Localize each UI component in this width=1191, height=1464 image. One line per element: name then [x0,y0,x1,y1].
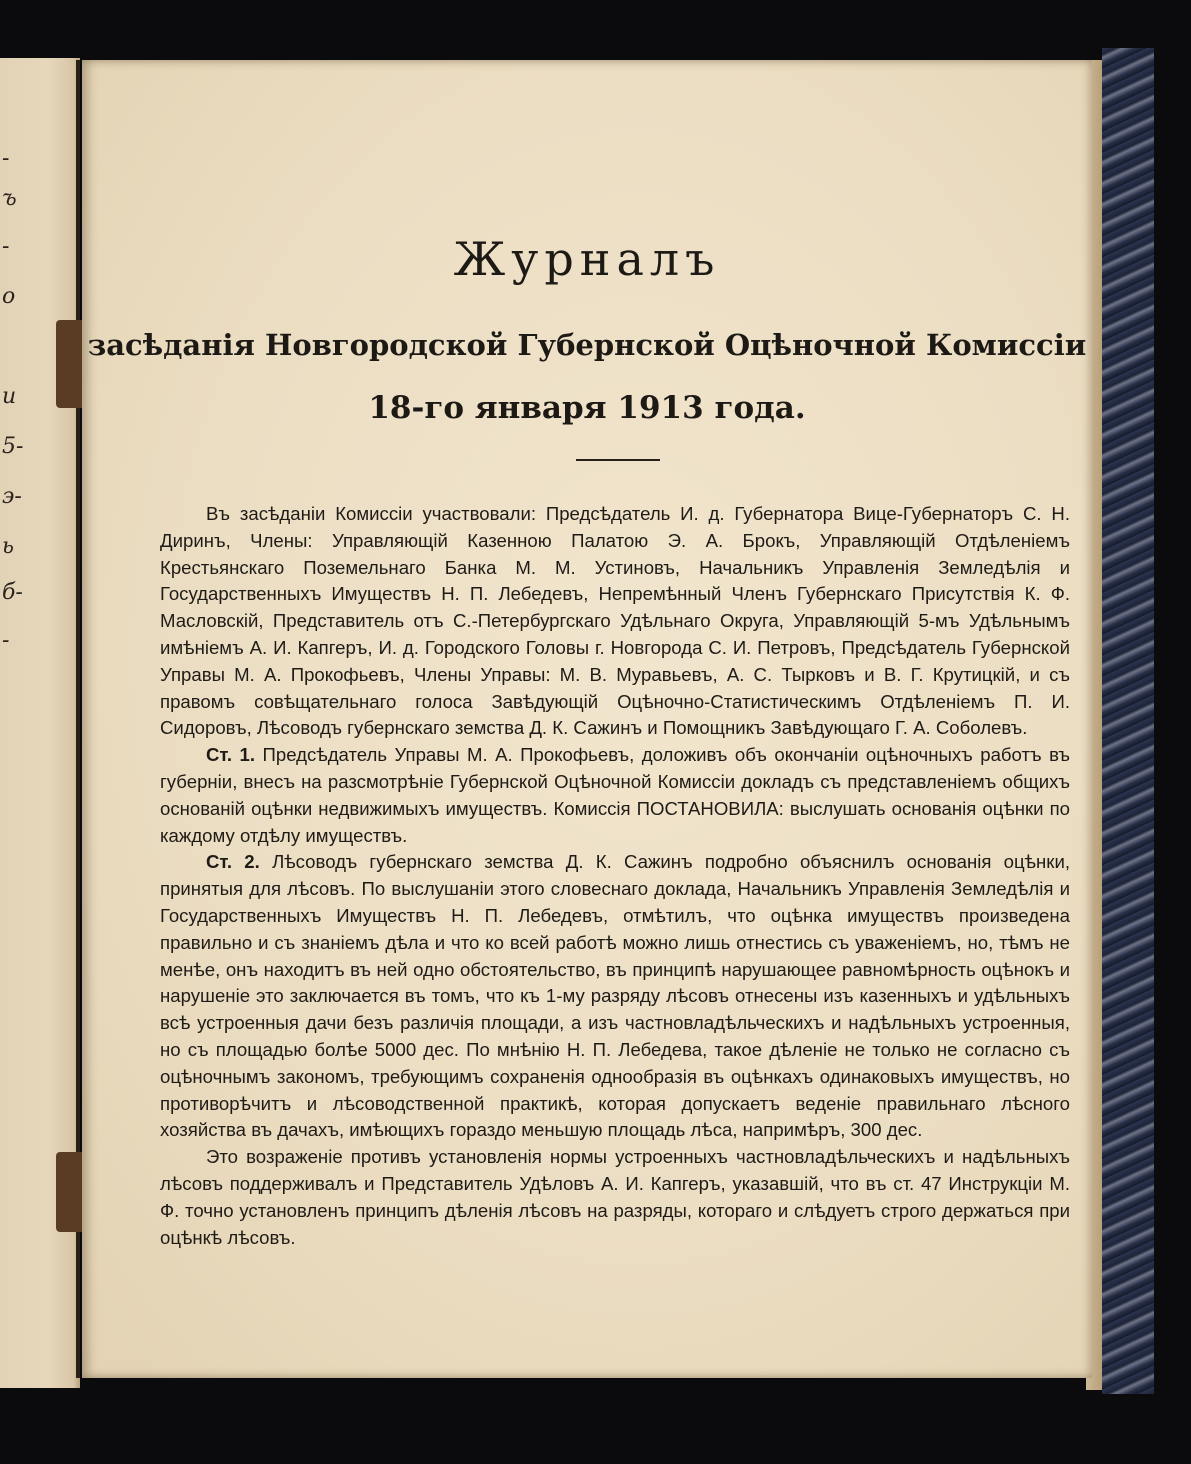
paragraph-article-2 [160,849,1070,1144]
paragraph-text: Предсѣдатель Управы М. А. Прокофьевъ, доложивъ объ окончаніи оцѣночныхъ работъ въ губерніи, внесъ на разсмотрѣніе Губернской Оцѣночной Комиссіи докладъ съ представленіемъ общихъ основаній оцѣнки недвижимыхъ имуществъ. Комиссія ПОСТАНОВИЛА: выслушать основанія оцѣнки по каждому отдѣлу имуществъ. [160,744,1070,846]
page-title: Журналъ [453,232,721,286]
facing-page-text-fragment: ь [2,534,14,559]
page-subtitle: засѣданія Новгородской Губернской Оцѣночной Комиссіи [87,328,1087,362]
paragraph-text: Въ засѣданіи Комиссіи участвовали: Предсѣдатель И. д. Губернатора Вице-Губернаторъ С. Н. Диринъ, Члены: Управляющій Казенною Палатою Э. А. Брокъ, Управляющій Отдѣленіемъ Крестьянскаго Поземельнаго Банка М. М. Устиновъ, Начальникъ Управленія Земледѣлія и Государственныхъ Имуществъ Н. П. Лебедевъ, Непремѣнный Членъ Губернскаго Присутствія К. Ф. Масловскій, Представитель отъ С.-Петербургскаго Удѣльнаго Округа, Управляющій 5-мъ Удѣльнымъ имѣніемъ А. И. Капгеръ, И. д. Городского Головы г. Новгорода С. И. Петровъ, Предсѣдатель Губернской Управы М. А. Прокофьевъ, Члены Управы: М. В. Муравьевъ, А. С. Тырковъ и В. Г. Крутицкій, и съ правомъ совѣщательнаго голоса Завѣдующій Оцѣночно-Статистическимъ Отдѣленіемъ П. И. Сидоровъ, Лѣсоводъ губернскаго земства Д. К. Сажинъ и Помощникъ Завѣдующаго Г. А. Соболевъ. [160,503,1070,739]
paragraph-article-1 [160,742,1070,849]
paragraph-objection [160,1144,1070,1251]
facing-page-text-fragment: - [2,234,10,259]
meeting-date: 18-го января 1913 года. [368,390,806,426]
facing-page-text-fragment: б- [2,580,23,605]
title-divider [576,459,660,461]
article-label: Ст. 1. [206,744,256,766]
paragraph-text: Это возраженіе противъ установленія нормы устроенныхъ частновладѣльческихъ и надѣльныхъ лѣсовъ поддерживалъ и Представитель Удѣловъ А. И. Капгеръ, указавшій, что въ ст. 47 Инструкціи М. Ф. точно установленъ принципъ дѣленія лѣсовъ на разряды, котораго и слѣдуетъ строго держаться при оцѣнкѣ лѣсовъ. [160,1146,1070,1248]
facing-page-text-fragment: - [2,146,10,171]
document-page [82,60,1092,1378]
article-label: Ст. 2. [206,851,260,873]
facing-page-text-fragment: и [2,384,17,409]
facing-page-text-fragment: э- [2,484,22,509]
paragraph-text: Лѣсоводъ губернскаго земства Д. К. Сажинъ подробно объяснилъ основанія оцѣнки, принятыя для лѣсовъ. По выслушаніи этого словеснаго доклада, Начальникъ Управленія Земледѣлія и Государственныхъ Имуществъ Н. П. Лебедевъ, отмѣтилъ, что оцѣнка имуществъ произведена правильно и съ знаніемъ дѣла и что ко всей работѣ можно лишь отнестись съ уваженіемъ, но, тѣмъ не менѣе, онъ находитъ въ ней одно обстоятельство, въ принципѣ нарушающее равномѣрность оцѣнокъ и нарушеніе это заключается въ томъ, что къ 1-му разряду лѣсовъ отнесены изъ казенныхъ и удѣльныхъ всѣ устроенныя дачи безъ различія площади, а изъ частновладѣльческихъ и надѣльныхъ устроенныя, но съ площадью болѣе 5000 дес. По мнѣнію Н. П. Лебедева, такое дѣленіе не только не согласно съ оцѣночнымъ закономъ, требующимъ сохраненія однообразія въ оцѣнкахъ одинаковыхъ имуществъ, но противорѣчитъ и лѣсоводственной практикѣ, которая допускаетъ веденіе правильнаго лѣсного хозяйства въ дачахъ, имѣющихъ гораздо меньшую площадь лѣса, напримѣръ, 300 дес. [160,851,1070,1141]
paragraph-attendees [160,501,1070,742]
book-cover-edge [1102,48,1154,1394]
facing-page-text-fragment: - [2,628,10,653]
journal-body [160,501,1070,1251]
facing-page-text-fragment: о [2,284,16,309]
facing-page-text-fragment: 5- [2,434,24,459]
facing-page-text-fragment: ъ [2,186,17,211]
